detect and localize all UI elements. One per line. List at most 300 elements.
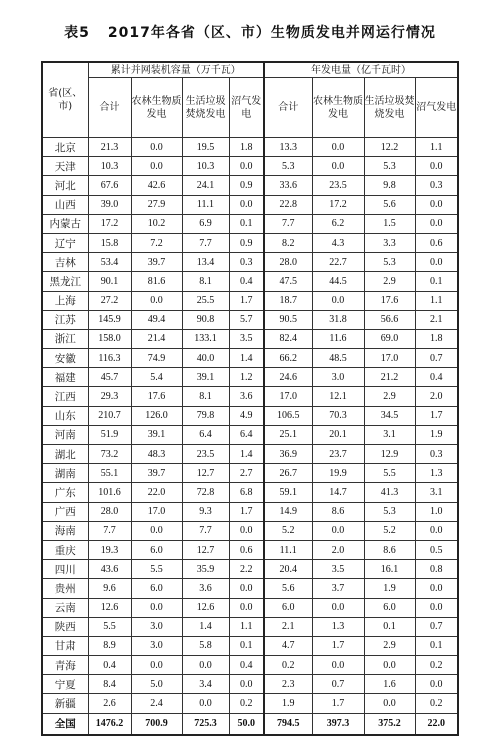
value-cell: 31.8 bbox=[312, 310, 364, 329]
value-cell: 2.9 bbox=[364, 272, 415, 291]
value-cell: 67.6 bbox=[88, 176, 131, 195]
value-cell: 0.0 bbox=[415, 157, 458, 176]
value-cell: 90.8 bbox=[182, 310, 229, 329]
value-cell: 1.5 bbox=[364, 214, 415, 233]
value-cell: 1.1 bbox=[415, 138, 458, 157]
value-cell: 90.5 bbox=[264, 310, 312, 329]
province-cell: 青海 bbox=[42, 656, 88, 675]
value-cell: 19.5 bbox=[182, 138, 229, 157]
value-cell: 0.3 bbox=[415, 176, 458, 195]
value-cell: 0.1 bbox=[364, 617, 415, 636]
header-generation-total: 合计 bbox=[264, 78, 312, 138]
table-row bbox=[42, 406, 458, 425]
value-cell: 8.6 bbox=[312, 502, 364, 521]
total-row bbox=[42, 713, 458, 735]
value-cell: 7.7 bbox=[182, 521, 229, 540]
value-cell: 14.9 bbox=[264, 502, 312, 521]
province-cell: 浙江 bbox=[42, 329, 88, 348]
value-cell: 0.0 bbox=[415, 675, 458, 694]
table-row bbox=[42, 483, 458, 502]
value-cell: 2.1 bbox=[415, 310, 458, 329]
value-cell: 17.6 bbox=[364, 291, 415, 310]
value-cell: 4.9 bbox=[229, 406, 264, 425]
value-cell: 7.7 bbox=[88, 521, 131, 540]
value-cell: 47.5 bbox=[264, 272, 312, 291]
value-cell: 1.9 bbox=[364, 579, 415, 598]
value-cell: 40.0 bbox=[182, 349, 229, 368]
value-cell: 22.7 bbox=[312, 253, 364, 272]
value-cell: 3.0 bbox=[131, 617, 182, 636]
value-cell: 26.7 bbox=[264, 464, 312, 483]
value-cell: 0.0 bbox=[131, 157, 182, 176]
province-cell: 吉林 bbox=[42, 253, 88, 272]
value-cell: 22.0 bbox=[131, 483, 182, 502]
value-cell: 0.0 bbox=[415, 214, 458, 233]
value-cell: 0.0 bbox=[312, 291, 364, 310]
header-generation-biogas: 沼气发电 bbox=[415, 78, 458, 138]
value-cell: 0.5 bbox=[415, 540, 458, 559]
province-cell: 黑龙江 bbox=[42, 272, 88, 291]
value-cell: 2.0 bbox=[312, 540, 364, 559]
header-capacity-agri: 农林生物质发电 bbox=[131, 78, 182, 138]
value-cell: 13.3 bbox=[264, 138, 312, 157]
value-cell: 11.1 bbox=[182, 195, 229, 214]
value-cell: 0.0 bbox=[415, 521, 458, 540]
value-cell: 39.0 bbox=[88, 195, 131, 214]
value-cell: 90.1 bbox=[88, 272, 131, 291]
value-cell: 106.5 bbox=[264, 406, 312, 425]
value-cell: 12.1 bbox=[312, 387, 364, 406]
value-cell: 24.6 bbox=[264, 368, 312, 387]
value-cell: 56.6 bbox=[364, 310, 415, 329]
value-cell: 48.5 bbox=[312, 349, 364, 368]
table-row bbox=[42, 233, 458, 252]
value-cell: 1.9 bbox=[264, 694, 312, 713]
value-cell: 3.4 bbox=[182, 675, 229, 694]
value-cell: 126.0 bbox=[131, 406, 182, 425]
table-row bbox=[42, 617, 458, 636]
value-cell: 74.9 bbox=[131, 349, 182, 368]
value-cell: 39.7 bbox=[131, 464, 182, 483]
value-cell: 2.9 bbox=[364, 387, 415, 406]
value-cell: 12.7 bbox=[182, 464, 229, 483]
value-cell: 69.0 bbox=[364, 329, 415, 348]
value-cell: 10.3 bbox=[182, 157, 229, 176]
value-cell: 3.5 bbox=[229, 329, 264, 348]
value-cell: 9.6 bbox=[88, 579, 131, 598]
value-cell: 5.3 bbox=[364, 157, 415, 176]
province-cell: 陕西 bbox=[42, 617, 88, 636]
header-capacity-group: 累计并网装机容量（万千瓦） bbox=[88, 62, 264, 78]
province-cell: 湖南 bbox=[42, 464, 88, 483]
value-cell: 5.6 bbox=[264, 579, 312, 598]
value-cell: 0.9 bbox=[229, 233, 264, 252]
value-cell: 24.1 bbox=[182, 176, 229, 195]
table-row bbox=[42, 598, 458, 617]
province-cell: 江西 bbox=[42, 387, 88, 406]
value-cell: 45.7 bbox=[88, 368, 131, 387]
province-cell: 海南 bbox=[42, 521, 88, 540]
value-cell: 0.1 bbox=[415, 636, 458, 655]
header-capacity-waste: 生活垃圾焚烧发电 bbox=[182, 78, 229, 138]
value-cell: 2.2 bbox=[229, 560, 264, 579]
value-cell: 1.1 bbox=[229, 617, 264, 636]
value-cell: 0.7 bbox=[415, 349, 458, 368]
value-cell: 0.0 bbox=[229, 521, 264, 540]
total-cell: 50.0 bbox=[229, 713, 264, 735]
value-cell: 1.4 bbox=[229, 349, 264, 368]
value-cell: 210.7 bbox=[88, 406, 131, 425]
value-cell: 23.7 bbox=[312, 445, 364, 464]
value-cell: 8.2 bbox=[264, 233, 312, 252]
value-cell: 6.0 bbox=[264, 598, 312, 617]
value-cell: 5.5 bbox=[88, 617, 131, 636]
value-cell: 5.3 bbox=[264, 157, 312, 176]
value-cell: 0.0 bbox=[415, 579, 458, 598]
value-cell: 2.4 bbox=[131, 694, 182, 713]
table-row bbox=[42, 291, 458, 310]
value-cell: 0.2 bbox=[264, 656, 312, 675]
value-cell: 6.4 bbox=[182, 425, 229, 444]
table-caption: 2017年各省（区、市）生物质发电并网运行情况 bbox=[107, 25, 436, 41]
value-cell: 9.3 bbox=[182, 502, 229, 521]
value-cell: 21.4 bbox=[131, 329, 182, 348]
value-cell: 5.4 bbox=[131, 368, 182, 387]
value-cell: 7.7 bbox=[182, 233, 229, 252]
value-cell: 0.0 bbox=[364, 694, 415, 713]
value-cell: 1.7 bbox=[312, 694, 364, 713]
value-cell: 3.6 bbox=[229, 387, 264, 406]
value-cell: 0.0 bbox=[131, 291, 182, 310]
value-cell: 0.0 bbox=[312, 656, 364, 675]
province-cell: 重庆 bbox=[42, 540, 88, 559]
header-capacity-biogas: 沼气发电 bbox=[229, 78, 264, 138]
province-cell: 河南 bbox=[42, 425, 88, 444]
table-row bbox=[42, 195, 458, 214]
value-cell: 0.0 bbox=[131, 521, 182, 540]
value-cell: 8.4 bbox=[88, 675, 131, 694]
value-cell: 10.3 bbox=[88, 157, 131, 176]
value-cell: 53.4 bbox=[88, 253, 131, 272]
value-cell: 39.1 bbox=[182, 368, 229, 387]
value-cell: 10.2 bbox=[131, 214, 182, 233]
value-cell: 0.1 bbox=[229, 636, 264, 655]
value-cell: 29.3 bbox=[88, 387, 131, 406]
value-cell: 1.8 bbox=[415, 329, 458, 348]
value-cell: 3.1 bbox=[364, 425, 415, 444]
table-row bbox=[42, 214, 458, 233]
header-capacity-total: 合计 bbox=[88, 78, 131, 138]
value-cell: 5.0 bbox=[131, 675, 182, 694]
biomass-power-table bbox=[41, 61, 459, 736]
value-cell: 42.6 bbox=[131, 176, 182, 195]
table-body bbox=[42, 138, 458, 714]
value-cell: 8.1 bbox=[182, 387, 229, 406]
value-cell: 5.8 bbox=[182, 636, 229, 655]
value-cell: 1.7 bbox=[229, 291, 264, 310]
value-cell: 0.2 bbox=[415, 656, 458, 675]
value-cell: 1.1 bbox=[415, 291, 458, 310]
value-cell: 0.7 bbox=[312, 675, 364, 694]
value-cell: 8.1 bbox=[182, 272, 229, 291]
value-cell: 3.6 bbox=[182, 579, 229, 598]
value-cell: 1.3 bbox=[312, 617, 364, 636]
value-cell: 6.0 bbox=[131, 540, 182, 559]
province-cell: 甘肃 bbox=[42, 636, 88, 655]
value-cell: 1.4 bbox=[229, 445, 264, 464]
total-cell: 700.9 bbox=[131, 713, 182, 735]
value-cell: 0.0 bbox=[415, 253, 458, 272]
value-cell: 0.0 bbox=[131, 138, 182, 157]
value-cell: 18.7 bbox=[264, 291, 312, 310]
value-cell: 101.6 bbox=[88, 483, 131, 502]
total-cell: 22.0 bbox=[415, 713, 458, 735]
value-cell: 73.2 bbox=[88, 445, 131, 464]
table-row bbox=[42, 272, 458, 291]
header-generation-agri: 农林生物质发电 bbox=[312, 78, 364, 138]
value-cell: 8.9 bbox=[88, 636, 131, 655]
table-row bbox=[42, 176, 458, 195]
value-cell: 79.8 bbox=[182, 406, 229, 425]
value-cell: 0.4 bbox=[88, 656, 131, 675]
value-cell: 5.5 bbox=[131, 560, 182, 579]
value-cell: 0.0 bbox=[131, 656, 182, 675]
value-cell: 39.7 bbox=[131, 253, 182, 272]
header-province: 省(区、市) bbox=[42, 62, 88, 138]
table-title bbox=[0, 22, 500, 42]
value-cell: 59.1 bbox=[264, 483, 312, 502]
table-row bbox=[42, 253, 458, 272]
value-cell: 9.8 bbox=[364, 176, 415, 195]
value-cell: 17.0 bbox=[131, 502, 182, 521]
value-cell: 51.9 bbox=[88, 425, 131, 444]
value-cell: 12.7 bbox=[182, 540, 229, 559]
value-cell: 3.7 bbox=[312, 579, 364, 598]
value-cell: 145.9 bbox=[88, 310, 131, 329]
value-cell: 21.3 bbox=[88, 138, 131, 157]
value-cell: 0.3 bbox=[229, 253, 264, 272]
table-row bbox=[42, 387, 458, 406]
value-cell: 25.1 bbox=[264, 425, 312, 444]
table-row bbox=[42, 329, 458, 348]
value-cell: 0.2 bbox=[415, 694, 458, 713]
total-cell: 1476.2 bbox=[88, 713, 131, 735]
value-cell: 0.0 bbox=[312, 598, 364, 617]
value-cell: 36.9 bbox=[264, 445, 312, 464]
value-cell: 6.8 bbox=[229, 483, 264, 502]
value-cell: 21.2 bbox=[364, 368, 415, 387]
value-cell: 1.6 bbox=[364, 675, 415, 694]
value-cell: 2.0 bbox=[415, 387, 458, 406]
table-row bbox=[42, 445, 458, 464]
value-cell: 12.9 bbox=[364, 445, 415, 464]
value-cell: 5.7 bbox=[229, 310, 264, 329]
table-row bbox=[42, 349, 458, 368]
value-cell: 66.2 bbox=[264, 349, 312, 368]
value-cell: 17.6 bbox=[131, 387, 182, 406]
value-cell: 5.2 bbox=[264, 521, 312, 540]
value-cell: 2.7 bbox=[229, 464, 264, 483]
table-row bbox=[42, 464, 458, 483]
value-cell: 19.3 bbox=[88, 540, 131, 559]
value-cell: 33.6 bbox=[264, 176, 312, 195]
total-cell: 794.5 bbox=[264, 713, 312, 735]
value-cell: 81.6 bbox=[131, 272, 182, 291]
value-cell: 0.0 bbox=[415, 598, 458, 617]
value-cell: 4.3 bbox=[312, 233, 364, 252]
value-cell: 0.7 bbox=[415, 617, 458, 636]
value-cell: 3.0 bbox=[131, 636, 182, 655]
total-cell: 725.3 bbox=[182, 713, 229, 735]
table-row bbox=[42, 560, 458, 579]
value-cell: 2.3 bbox=[264, 675, 312, 694]
value-cell: 6.9 bbox=[182, 214, 229, 233]
province-cell: 内蒙古 bbox=[42, 214, 88, 233]
value-cell: 12.2 bbox=[364, 138, 415, 157]
province-cell: 新疆 bbox=[42, 694, 88, 713]
table-row bbox=[42, 579, 458, 598]
table-row bbox=[42, 157, 458, 176]
value-cell: 1.4 bbox=[182, 617, 229, 636]
table-row bbox=[42, 540, 458, 559]
value-cell: 72.8 bbox=[182, 483, 229, 502]
value-cell: 23.5 bbox=[182, 445, 229, 464]
value-cell: 49.4 bbox=[131, 310, 182, 329]
value-cell: 15.8 bbox=[88, 233, 131, 252]
province-cell: 北京 bbox=[42, 138, 88, 157]
value-cell: 3.0 bbox=[312, 368, 364, 387]
province-cell: 河北 bbox=[42, 176, 88, 195]
value-cell: 17.2 bbox=[88, 214, 131, 233]
value-cell: 5.5 bbox=[364, 464, 415, 483]
value-cell: 0.0 bbox=[182, 694, 229, 713]
value-cell: 2.1 bbox=[264, 617, 312, 636]
value-cell: 1.7 bbox=[229, 502, 264, 521]
value-cell: 0.0 bbox=[364, 656, 415, 675]
value-cell: 35.9 bbox=[182, 560, 229, 579]
province-cell: 安徽 bbox=[42, 349, 88, 368]
province-cell: 贵州 bbox=[42, 579, 88, 598]
value-cell: 0.8 bbox=[415, 560, 458, 579]
value-cell: 3.3 bbox=[364, 233, 415, 252]
value-cell: 20.4 bbox=[264, 560, 312, 579]
province-cell: 广西 bbox=[42, 502, 88, 521]
value-cell: 0.0 bbox=[415, 195, 458, 214]
value-cell: 4.7 bbox=[264, 636, 312, 655]
total-label: 全国 bbox=[42, 713, 88, 735]
value-cell: 5.2 bbox=[364, 521, 415, 540]
table-row bbox=[42, 636, 458, 655]
province-cell: 山西 bbox=[42, 195, 88, 214]
province-cell: 云南 bbox=[42, 598, 88, 617]
value-cell: 16.1 bbox=[364, 560, 415, 579]
value-cell: 12.6 bbox=[88, 598, 131, 617]
value-cell: 0.0 bbox=[229, 195, 264, 214]
value-cell: 133.1 bbox=[182, 329, 229, 348]
value-cell: 28.0 bbox=[88, 502, 131, 521]
header-generation-group: 年发电量（亿千瓦时） bbox=[264, 62, 458, 78]
value-cell: 70.3 bbox=[312, 406, 364, 425]
value-cell: 0.4 bbox=[229, 272, 264, 291]
value-cell: 43.6 bbox=[88, 560, 131, 579]
value-cell: 25.5 bbox=[182, 291, 229, 310]
value-cell: 0.0 bbox=[229, 675, 264, 694]
value-cell: 1.7 bbox=[312, 636, 364, 655]
value-cell: 0.6 bbox=[229, 540, 264, 559]
value-cell: 28.0 bbox=[264, 253, 312, 272]
province-cell: 辽宁 bbox=[42, 233, 88, 252]
value-cell: 34.5 bbox=[364, 406, 415, 425]
value-cell: 7.2 bbox=[131, 233, 182, 252]
value-cell: 0.0 bbox=[312, 157, 364, 176]
table-row bbox=[42, 521, 458, 540]
value-cell: 0.0 bbox=[229, 598, 264, 617]
table-row bbox=[42, 425, 458, 444]
value-cell: 19.9 bbox=[312, 464, 364, 483]
value-cell: 0.9 bbox=[229, 176, 264, 195]
value-cell: 14.7 bbox=[312, 483, 364, 502]
total-cell: 397.3 bbox=[312, 713, 364, 735]
value-cell: 6.0 bbox=[364, 598, 415, 617]
value-cell: 6.4 bbox=[229, 425, 264, 444]
table-row bbox=[42, 656, 458, 675]
value-cell: 1.7 bbox=[415, 406, 458, 425]
value-cell: 0.4 bbox=[415, 368, 458, 387]
value-cell: 0.0 bbox=[229, 579, 264, 598]
value-cell: 0.0 bbox=[312, 521, 364, 540]
value-cell: 0.3 bbox=[415, 445, 458, 464]
value-cell: 17.0 bbox=[264, 387, 312, 406]
value-cell: 23.5 bbox=[312, 176, 364, 195]
value-cell: 41.3 bbox=[364, 483, 415, 502]
value-cell: 0.0 bbox=[229, 157, 264, 176]
value-cell: 0.1 bbox=[229, 214, 264, 233]
value-cell: 3.5 bbox=[312, 560, 364, 579]
province-cell: 上海 bbox=[42, 291, 88, 310]
value-cell: 0.2 bbox=[229, 694, 264, 713]
value-cell: 6.2 bbox=[312, 214, 364, 233]
value-cell: 2.9 bbox=[364, 636, 415, 655]
value-cell: 82.4 bbox=[264, 329, 312, 348]
value-cell: 48.3 bbox=[131, 445, 182, 464]
value-cell: 11.1 bbox=[264, 540, 312, 559]
total-cell: 375.2 bbox=[364, 713, 415, 735]
value-cell: 0.1 bbox=[415, 272, 458, 291]
value-cell: 39.1 bbox=[131, 425, 182, 444]
value-cell: 3.1 bbox=[415, 483, 458, 502]
table-row bbox=[42, 502, 458, 521]
value-cell: 22.8 bbox=[264, 195, 312, 214]
value-cell: 13.4 bbox=[182, 253, 229, 272]
province-cell: 四川 bbox=[42, 560, 88, 579]
table-row bbox=[42, 368, 458, 387]
value-cell: 27.2 bbox=[88, 291, 131, 310]
value-cell: 17.0 bbox=[364, 349, 415, 368]
province-cell: 天津 bbox=[42, 157, 88, 176]
value-cell: 0.6 bbox=[415, 233, 458, 252]
value-cell: 27.9 bbox=[131, 195, 182, 214]
value-cell: 2.6 bbox=[88, 694, 131, 713]
value-cell: 55.1 bbox=[88, 464, 131, 483]
value-cell: 0.0 bbox=[131, 598, 182, 617]
value-cell: 6.0 bbox=[131, 579, 182, 598]
value-cell: 11.6 bbox=[312, 329, 364, 348]
value-cell: 7.7 bbox=[264, 214, 312, 233]
province-cell: 福建 bbox=[42, 368, 88, 387]
value-cell: 1.9 bbox=[415, 425, 458, 444]
province-cell: 广东 bbox=[42, 483, 88, 502]
value-cell: 8.6 bbox=[364, 540, 415, 559]
